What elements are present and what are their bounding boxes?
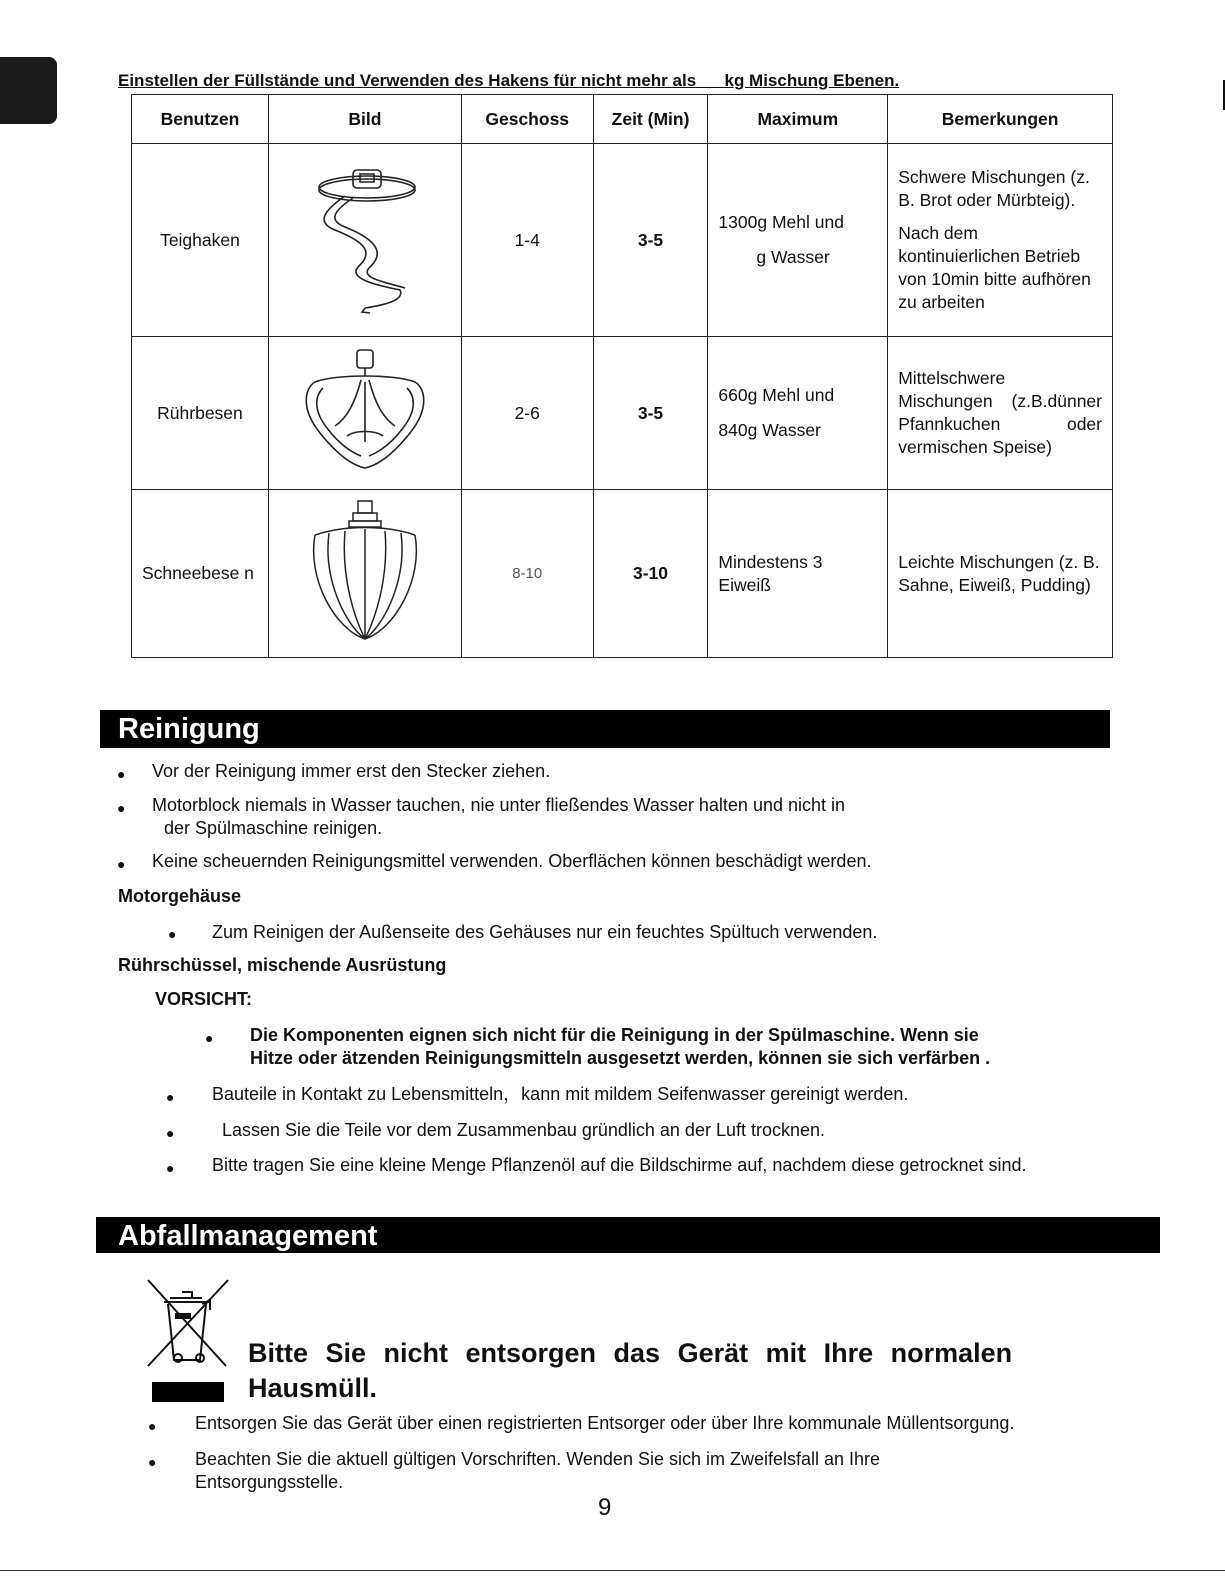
flat-beater-icon <box>295 348 435 478</box>
dough-hook-icon <box>305 160 425 320</box>
bullet-icon: ● <box>168 926 177 942</box>
tool-name: Teighaken <box>132 144 269 337</box>
cleaning-heading: Reinigung <box>118 713 260 745</box>
bullet-icon: ● <box>166 1089 175 1105</box>
maximum-value: Mindestens 3 Eiweiß <box>708 490 888 658</box>
bullet-icon: ● <box>148 1454 157 1470</box>
caution-text: Die Komponenten eignen sich nicht für die Reinigung in der Spülmaschine. Wenn sie <box>250 1025 979 1045</box>
motor-bullet: Zum Reinigen der Außenseite des Gehäuses nur ein feuchtes Spültuch verwenden. <box>212 922 878 942</box>
time-value: 3-5 <box>593 144 708 337</box>
caution-text: Hitze oder ätzenden Reinigungsmitteln ausgesetzt werden, können sie sich verfärben . <box>250 1048 991 1068</box>
waste-notice-line: Hausmüll. <box>248 1373 378 1403</box>
bullet-icon: ● <box>117 856 126 872</box>
crossed-bin-icon <box>142 1276 234 1404</box>
bowl-bullet: Bitte tragen Sie eine kleine Menge Pflanzenöl auf die Bildschirme auf, nachdem diese getrocknet sind. <box>212 1155 1027 1175</box>
header-zeit: Zeit (Min) <box>593 95 708 144</box>
tool-name: Schneebese n <box>132 490 269 658</box>
maximum-line: 840g Wasser <box>718 420 821 440</box>
bullet-icon: ● <box>166 1125 175 1141</box>
page-number: 9 <box>598 1494 612 1521</box>
maximum-line: 1300g Mehl und <box>718 212 844 232</box>
remarks-value <box>888 144 1113 337</box>
tool-name: Rührbesen <box>132 337 269 490</box>
tool-image-cell <box>268 490 461 658</box>
usage-table <box>131 94 1113 658</box>
waste-heading: Abfallmanagement <box>118 1220 378 1252</box>
section-tab <box>0 57 57 124</box>
bowl-bullet: Lassen Sie die Teile vor dem Zusammenbau gründlich an der Luft trocknen. <box>222 1120 826 1140</box>
time-value: 3-5 <box>593 337 708 490</box>
maximum-line: 660g Mehl und <box>718 385 835 405</box>
bowl-bullet: Bauteile in Kontakt zu Lebensmitteln，kann mit mildem Seifenwasser gereinigt werden. <box>212 1084 909 1104</box>
waste-bullet: Entsorgen Sie das Gerät über einen registrierten Entsorger oder über Ihre kommunale Müllentsorgung. <box>195 1413 1015 1433</box>
waste-bullet: Beachten Sie die aktuell gültigen Vorschriften. Wenden Sie sich im Zweifelsfall an Ihre <box>195 1449 881 1469</box>
cleaning-bullet: Vor der Reinigung immer erst den Stecker ziehen. <box>152 761 551 781</box>
remarks-value: Leichte Mischungen (z. B. Sahne, Eiweiß, Pudding) <box>888 490 1113 658</box>
cleaning-bullet: Keine scheuernden Reinigungsmittel verwenden. Oberflächen können beschädigt werden. <box>152 851 872 871</box>
header-maximum: Maximum <box>708 95 888 144</box>
cleaning-bullet-continued: der Spülmaschine reinigen. <box>164 818 383 838</box>
maximum-value <box>708 144 888 337</box>
table-header-row <box>132 95 1113 144</box>
cleaning-heading-bar <box>100 710 1110 748</box>
header-bemerkungen: Bemerkungen <box>888 95 1113 144</box>
remark-text: Schwere Mischungen (z. B. Brot oder Mürbteig). <box>898 167 1090 210</box>
caution-label: VORSICHT: <box>155 989 253 1009</box>
time-value: 3-10 <box>593 490 708 658</box>
level-value: 1-4 <box>461 144 593 337</box>
bullet-icon: ● <box>117 800 126 816</box>
maximum-value <box>708 337 888 490</box>
remarks-value: Mittelschwere Mischungen (z.B.dünner Pfannkuchen oder vermischen Speise) <box>888 337 1113 490</box>
waste-bullet-continued: Entsorgungsstelle. <box>195 1472 344 1492</box>
header-benutzen: Benutzen <box>132 95 269 144</box>
maximum-line: g Wasser <box>756 247 830 267</box>
bottom-rule <box>0 1570 1225 1571</box>
bullet-icon: ● <box>148 1418 157 1434</box>
level-value: 2-6 <box>461 337 593 490</box>
tool-image-cell <box>268 337 461 490</box>
waste-heading-bar <box>96 1217 1160 1253</box>
bullet-icon: ● <box>166 1160 175 1176</box>
table-row <box>132 490 1113 658</box>
tool-image-cell <box>268 144 461 337</box>
bullet-icon: ● <box>117 766 126 782</box>
bowl-subheading: Rührschüssel, mischende Ausrüstung <box>118 955 447 975</box>
remark-text: Nach dem kontinuierlichen Betrieb von 10min bitte aufhören zu arbeiten <box>898 223 1091 312</box>
level-value: 8-10 <box>461 490 593 658</box>
waste-notice <box>248 1336 1012 1406</box>
cleaning-bullet: Motorblock niemals in Wasser tauchen, nie unter fließendes Wasser halten und nicht in <box>152 795 846 815</box>
whisk-icon <box>295 499 435 649</box>
table-row <box>132 337 1113 490</box>
table-row <box>132 144 1113 337</box>
header-bild: Bild <box>268 95 461 144</box>
motor-subheading: Motorgehäuse <box>118 886 242 906</box>
bullet-icon: ● <box>205 1030 214 1046</box>
table-title: Einstellen der Füllstände und Verwenden des Hakens für nicht mehr als kg Mischung Ebenen. <box>118 71 900 90</box>
waste-notice-line: Bitte Sie nicht entsorgen das Gerät mit Ihre normalen <box>248 1338 1013 1368</box>
header-geschoss: Geschoss <box>461 95 593 144</box>
